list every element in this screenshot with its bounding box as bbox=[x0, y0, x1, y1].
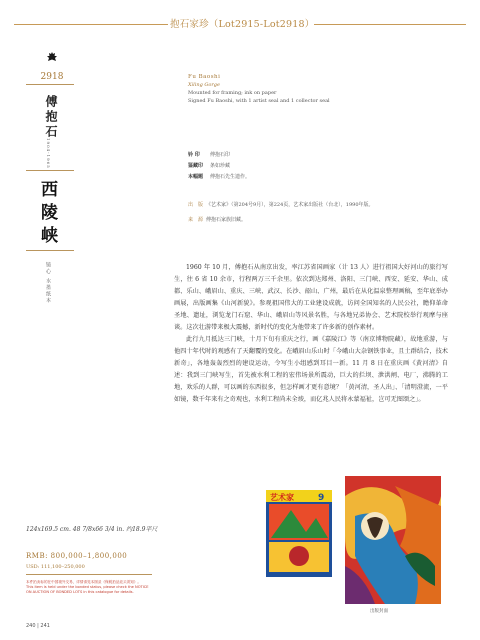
meta-label: 钤 印 bbox=[188, 152, 200, 158]
catalogue-essay bbox=[174, 262, 448, 406]
magazine-issue: 9 bbox=[318, 493, 325, 503]
signature-description: Signed Fu Baoshi, with 1 artist seal and 1 collector seal bbox=[188, 98, 330, 104]
sidebar-rule bbox=[26, 170, 74, 171]
meta-value: 傅抱石印 bbox=[210, 152, 231, 158]
publication-cover-art bbox=[345, 476, 441, 604]
artist-dates: 1904-1965 bbox=[46, 138, 51, 169]
header-rule-right bbox=[314, 24, 466, 25]
magazine-masthead: 艺术家 bbox=[270, 493, 294, 502]
note-en-line2: ON AUCTION OF BONDED LOTS in this catalogue for details. bbox=[26, 590, 134, 594]
meta-value: 条如珍藏 bbox=[210, 163, 231, 169]
bonded-lot-note bbox=[26, 580, 166, 595]
magazine-cover-image bbox=[266, 490, 332, 577]
publication-label: 出 版 bbox=[188, 202, 204, 208]
note-cn: 本件拍卖标的在中国境外交易，详情请见本图录《保税拍品竞买须知》。 bbox=[26, 580, 141, 584]
meta-label: 鉴藏印 bbox=[188, 163, 204, 169]
header-rule-left bbox=[14, 24, 168, 25]
auction-house-logo-icon bbox=[46, 52, 58, 62]
page-numbers: 240 | 241 bbox=[26, 623, 50, 629]
meta-value: 傅抱石先生遗作。 bbox=[210, 174, 251, 180]
essay-paragraph: 1960 年 10 月，傅抱石从南京出发，率江苏省国画家（计 13 人）进行祖国大好河山的旅行写生，往 6 省 10 余市，行程两万三千余里。依次到达郑州、洛阳、三门峡、西安、延安、华山、成都、乐山、峨眉山、重庆、三峡、武汉、长沙、韶山、广州，最后在从化温泉整理画稿，至年底举办画展，出版画集《山河新貌》。参观祖国伟大的工业建设成就，访问全国知名的人民公社，瞻仰革命圣地、遗址，浏览龙门石窟、华山、峨眉山等风景名胜，与各地兄弟协会、艺术院校举行观摩与座谈。这次壮游带来极大震撼，新时代的变化为他带来了许多新的创作素材。 bbox=[174, 264, 448, 331]
meta-row bbox=[188, 150, 448, 161]
publication-cover-image bbox=[345, 476, 441, 604]
publication-provenance bbox=[188, 200, 458, 230]
artwork-title-en: Xiling Gorge bbox=[188, 82, 220, 88]
essay-paragraph: 此行九月抵达三门峡，十月下旬有重庆之行，画《嘉陵江》等（南京博物院藏），故地重游，与他四十年代时的观感有了天翻覆的变化。在峨眉山乐山时「今峨山大杂钢铁事业，且土群结合，技术新奇」，各地轰轰烈烈的建设运动，令写生小组感到耳目一新。11 月 8 日在重庆画《黄河清》自述：我到三门峡写生，首先被水利工程的宏伟场景所震动，巨大的拦坝、泄洪闸、电厂，沸腾的工地，欢乐的人群，可以画的东西很多，但怎样画才更有意境？「黄河清，圣人出」、「清明澄流，一平如镜，数千年来有之奇观也，水利工程尚未全竣，而亿兆人民将永蒙福祉，岂可无图颂之」。 bbox=[174, 336, 448, 403]
provenance-value: 傅抱石家族旧藏。 bbox=[206, 217, 247, 223]
page-header-title: 抱石家珍（Lot2915-Lot2918） bbox=[170, 19, 315, 30]
provenance-row bbox=[188, 215, 458, 226]
note-en-line1: This item is held under the bonded status, please check the NOTICE bbox=[26, 585, 149, 589]
lot-sidebar bbox=[30, 52, 74, 88]
cover-caption: 出版封面 bbox=[370, 609, 388, 614]
sidebar-rule bbox=[26, 250, 74, 251]
artist-name-cn: 傅抱石 bbox=[44, 95, 58, 140]
mounting-description: Mounted for framing; ink on paper bbox=[188, 90, 277, 96]
seal-inscription-list bbox=[188, 150, 448, 183]
magazine-cover-art bbox=[266, 490, 332, 577]
publication-row bbox=[188, 200, 458, 211]
estimate-rmb: RMB: 800,000–1,800,000 bbox=[26, 552, 128, 560]
provenance-label: 来 源 bbox=[188, 217, 204, 223]
meta-row bbox=[188, 161, 448, 172]
meta-label: 本幅题 bbox=[188, 174, 204, 180]
artwork-medium-cn: 镜心 水墨纸本 bbox=[45, 262, 51, 305]
artwork-title-cn: 西陵峡 bbox=[37, 180, 57, 249]
english-description bbox=[188, 73, 448, 105]
publication-value: 《艺术家》（第204号9月），第224页，艺术家出版社（台北），1990年版。 bbox=[206, 202, 374, 208]
dimensions: 124x169.5 cm. 48 7/8x66 3/4 in. 约18.9平尺 bbox=[26, 526, 158, 533]
note-rule bbox=[26, 574, 152, 575]
lot-number: 2918 bbox=[40, 72, 64, 82]
estimate-usd: USD: 111,100–250,000 bbox=[26, 564, 85, 570]
sidebar-rule bbox=[26, 84, 74, 85]
artist-name-en: Fu Baoshi bbox=[188, 74, 221, 80]
meta-row bbox=[188, 172, 448, 183]
